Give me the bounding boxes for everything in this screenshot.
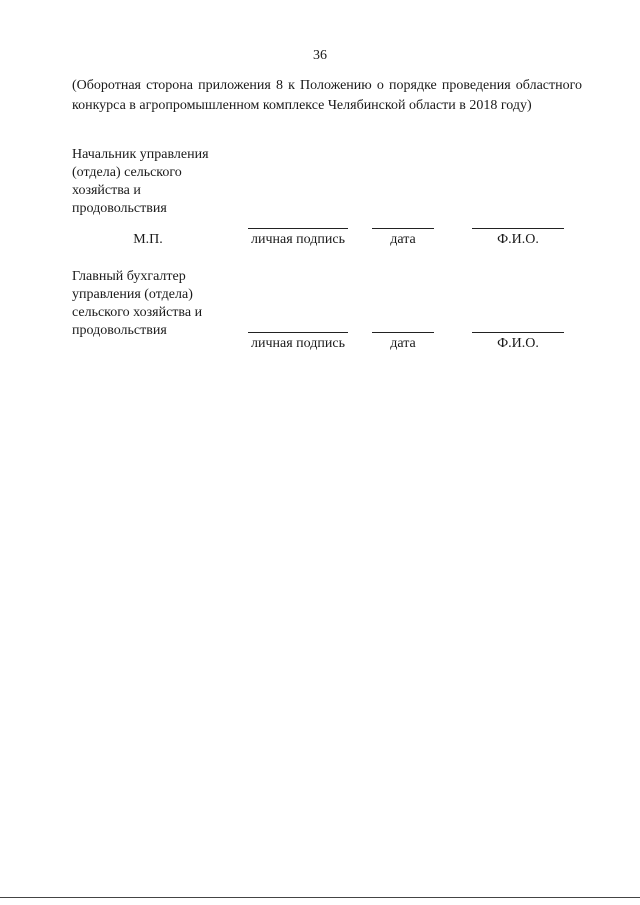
role-line: сельского хозяйства и <box>72 305 203 320</box>
head-of-department-title <box>72 146 232 218</box>
chief-accountant-title <box>72 268 232 340</box>
name-line <box>472 332 564 333</box>
date-caption: дата <box>390 336 416 351</box>
signature-caption: личная подпись <box>251 232 345 247</box>
role-line: продовольствия <box>72 201 167 216</box>
page-bottom-edge <box>0 897 640 898</box>
attachment-heading: (Оборотная сторона приложения 8 к Положению о порядке проведения областного конкурса в агропромышленном комплексе Челябинской области в 2018 году) <box>72 78 582 113</box>
date-line <box>372 332 434 333</box>
name-caption: Ф.И.О. <box>497 232 539 247</box>
stamp-label: М.П. <box>133 232 163 247</box>
role-line: управления (отдела) <box>72 287 193 302</box>
role-line: Начальник управления <box>72 147 209 162</box>
signature-line <box>248 332 348 333</box>
signature-line <box>248 228 348 229</box>
date-caption: дата <box>390 232 416 247</box>
role-line: хозяйства и <box>72 183 141 198</box>
signature-caption: личная подпись <box>251 336 345 351</box>
role-line: Главный бухгалтер <box>72 269 186 284</box>
date-line <box>372 228 434 229</box>
role-line: продовольствия <box>72 323 167 338</box>
role-line: (отдела) сельского <box>72 165 182 180</box>
name-line <box>472 228 564 229</box>
name-caption: Ф.И.О. <box>497 336 539 351</box>
page-number: 36 <box>313 48 327 63</box>
